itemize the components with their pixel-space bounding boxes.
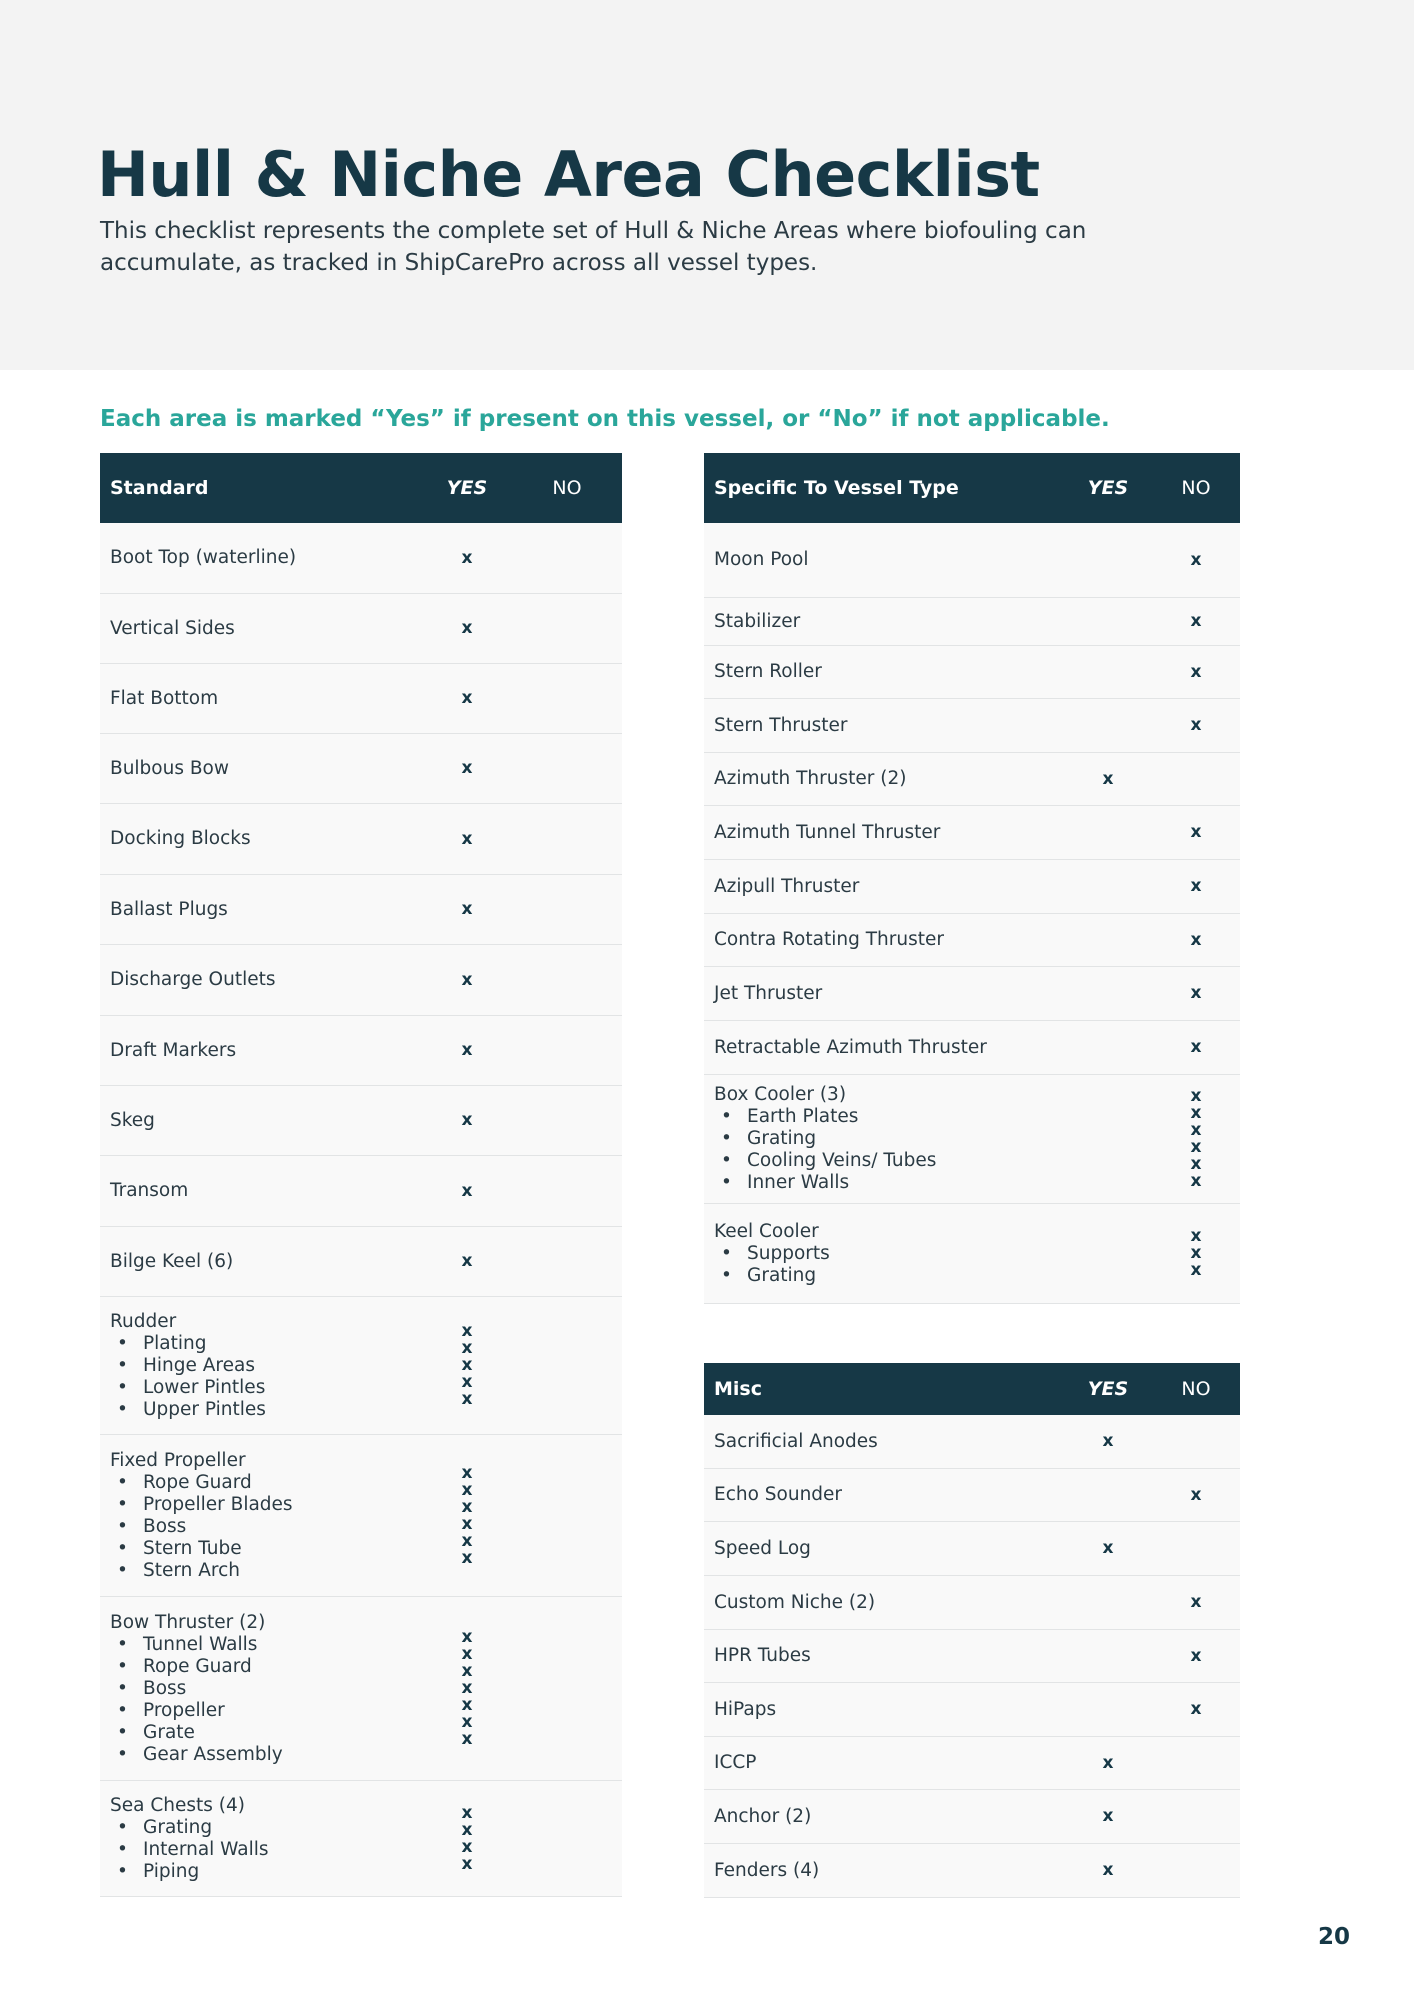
no-mark: x <box>1190 1226 1202 1246</box>
table-heading: Standard <box>110 477 209 499</box>
table-row <box>100 1016 622 1086</box>
instruction-text: Each area is marked “Yes” if present on this vessel, or “No” if not applicable. <box>100 406 1110 432</box>
sub-area-item: • Propeller Blades <box>110 1494 422 1516</box>
yes-marks <box>422 1323 512 1408</box>
area-cell <box>100 1612 422 1766</box>
yes-mark: x <box>461 1513 473 1534</box>
no-mark: x <box>1190 1120 1202 1140</box>
area-name: Azimuth Thruster (2) <box>714 768 907 789</box>
sub-area-list <box>110 1333 422 1421</box>
no-mark: x <box>1190 1699 1202 1719</box>
table-row <box>100 1086 622 1156</box>
area-cell <box>704 1484 1064 1506</box>
no-mark: x <box>1190 715 1202 735</box>
no-mark: x <box>1190 929 1202 950</box>
yes-mark: x <box>461 1462 473 1483</box>
sub-area-list <box>110 1817 422 1883</box>
area-cell <box>704 876 1064 898</box>
area-cell <box>100 1180 422 1202</box>
table-row <box>704 1204 1240 1304</box>
no-marks <box>1152 613 1240 630</box>
no-mark: x <box>1190 1484 1202 1505</box>
table-row <box>100 875 622 945</box>
yes-marks <box>422 969 512 990</box>
table-row <box>704 1790 1240 1844</box>
yes-mark: x <box>461 1853 473 1874</box>
area-name: Echo Sounder <box>714 1484 843 1505</box>
table-heading: Specific To Vessel Type <box>714 477 959 499</box>
area-name: Sacrificial Anodes <box>714 1430 878 1452</box>
table-row <box>100 1297 622 1435</box>
no-marks <box>1152 1594 1240 1611</box>
table-row <box>704 1522 1240 1576</box>
yes-mark: x <box>1102 1806 1114 1826</box>
yes-mark: x <box>1102 768 1114 789</box>
area-name: Custom Niche (2) <box>714 1591 876 1613</box>
yes-marks <box>422 1462 512 1568</box>
standard-table <box>100 453 622 1897</box>
yes-marks <box>1064 1433 1152 1450</box>
yes-marks <box>422 547 512 568</box>
table-row <box>100 1435 622 1597</box>
sub-area-item: • Internal Walls <box>110 1839 422 1861</box>
area-cell <box>704 1221 1064 1287</box>
sub-area-item: • Supports <box>714 1243 1064 1265</box>
table-row <box>100 523 622 594</box>
no-mark: x <box>1190 1103 1202 1123</box>
yes-mark: x <box>461 1678 473 1698</box>
area-name: Discharge Outlets <box>110 969 276 990</box>
yes-marks <box>422 901 512 918</box>
yes-mark: x <box>461 1644 473 1664</box>
yes-marks <box>422 1802 512 1874</box>
table-row <box>704 523 1240 598</box>
area-name: Flat Bottom <box>110 687 219 709</box>
area-name: Azipull Thruster <box>714 875 860 897</box>
table-heading: Misc <box>714 1378 762 1400</box>
yes-column-header: YES <box>1087 1378 1129 1400</box>
table-row <box>100 1227 622 1297</box>
no-marks <box>1152 549 1240 570</box>
yes-mark: x <box>461 1496 473 1517</box>
table-body <box>100 523 622 1897</box>
yes-mark: x <box>461 1338 473 1358</box>
table-row <box>704 1075 1240 1204</box>
area-name: HPR Tubes <box>714 1645 811 1666</box>
table-row <box>100 1156 622 1227</box>
table-row <box>704 1683 1240 1737</box>
no-mark: x <box>1190 822 1202 842</box>
table-row <box>704 967 1240 1021</box>
area-name: Vertical Sides <box>110 617 235 639</box>
table-header <box>704 453 1240 523</box>
area-name: Bilge Keel (6) <box>110 1250 234 1272</box>
sub-area-item: • Cooling Veins/ Tubes <box>714 1150 1064 1172</box>
area-cell <box>704 768 1064 790</box>
area-cell <box>704 822 1064 844</box>
area-cell <box>704 715 1064 737</box>
area-name: Sea Chests (4) <box>110 1794 245 1816</box>
area-cell <box>704 929 1064 951</box>
area-cell <box>704 983 1064 1005</box>
sub-area-list <box>714 1106 1064 1194</box>
area-name: Stern Roller <box>714 661 822 682</box>
yes-mark: x <box>461 1355 473 1375</box>
no-marks <box>1152 1088 1240 1190</box>
no-marks <box>1152 929 1240 950</box>
area-cell <box>100 1251 422 1273</box>
area-name: Speed Log <box>714 1537 811 1559</box>
yes-mark: x <box>461 1251 473 1271</box>
no-marks <box>1152 1701 1240 1718</box>
yes-mark: x <box>461 1110 473 1130</box>
table-row <box>704 699 1240 753</box>
table-row <box>100 664 622 734</box>
no-mark: x <box>1190 1645 1202 1666</box>
table-row <box>100 734 622 804</box>
area-cell <box>100 618 422 640</box>
area-cell <box>704 1431 1064 1453</box>
yes-marks <box>422 1112 512 1129</box>
area-cell <box>100 547 422 569</box>
area-cell <box>100 1450 422 1582</box>
yes-mark: x <box>461 1836 473 1857</box>
table-row <box>704 914 1240 967</box>
yes-mark: x <box>1102 1538 1114 1558</box>
yes-marks <box>422 828 512 849</box>
no-mark: x <box>1190 1137 1202 1157</box>
sub-area-item: • Rope Guard <box>110 1472 422 1494</box>
no-mark: x <box>1190 1260 1202 1280</box>
sub-area-item: • Gear Assembly <box>110 1744 422 1766</box>
yes-mark: x <box>461 1321 473 1341</box>
table-row <box>704 1469 1240 1522</box>
yes-marks <box>1064 1752 1152 1773</box>
area-cell <box>100 1040 422 1062</box>
area-cell <box>704 661 1064 683</box>
table-row <box>704 1630 1240 1683</box>
yes-mark: x <box>461 969 473 990</box>
sub-area-item: • Stern Arch <box>110 1560 422 1582</box>
table-row <box>704 598 1240 646</box>
table-row <box>100 945 622 1016</box>
sub-area-item: • Rope Guard <box>110 1656 422 1678</box>
yes-mark: x <box>461 1819 473 1840</box>
area-cell <box>704 1645 1064 1667</box>
yes-mark: x <box>461 688 473 708</box>
yes-mark: x <box>461 1372 473 1392</box>
area-cell <box>100 969 422 991</box>
table-body <box>704 1415 1240 1898</box>
area-name: Azimuth Tunnel Thruster <box>714 821 941 843</box>
sub-area-item: • Grate <box>110 1722 422 1744</box>
area-name: Rudder <box>110 1310 177 1332</box>
sub-area-item: • Piping <box>110 1861 422 1883</box>
yes-column-header: YES <box>1087 477 1129 499</box>
sub-area-item: • Lower Pintles <box>110 1377 422 1399</box>
sub-area-item: • Stern Tube <box>110 1538 422 1560</box>
table-row <box>704 646 1240 699</box>
area-cell <box>100 1795 422 1883</box>
table-row <box>704 1737 1240 1790</box>
sub-area-list <box>110 1634 422 1766</box>
area-name: Stern Thruster <box>714 714 848 736</box>
yes-mark: x <box>461 1661 473 1681</box>
sub-area-item: • Grating <box>110 1817 422 1839</box>
yes-mark: x <box>461 899 473 919</box>
no-marks <box>1152 985 1240 1002</box>
area-name: Retractable Azimuth Thruster <box>714 1036 987 1058</box>
page-title: Hull & Niche Area Checklist <box>97 138 1040 211</box>
yes-marks <box>422 1180 512 1201</box>
no-marks <box>1152 1228 1240 1279</box>
sub-area-item: • Tunnel Walls <box>110 1634 422 1656</box>
area-name: Transom <box>110 1180 189 1201</box>
no-marks <box>1152 661 1240 682</box>
area-name: Ballast Plugs <box>110 898 228 920</box>
page-number: 20 <box>1318 1924 1351 1950</box>
no-mark: x <box>1190 1243 1202 1263</box>
sub-area-item: • Boss <box>110 1678 422 1700</box>
area-name: Jet Thruster <box>714 982 823 1004</box>
table-row <box>704 860 1240 914</box>
area-cell <box>704 1592 1064 1614</box>
table-row <box>100 804 622 875</box>
area-cell <box>704 549 1064 571</box>
yes-mark: x <box>461 618 473 638</box>
yes-mark: x <box>461 1802 473 1823</box>
table-row <box>100 1597 622 1781</box>
area-cell <box>704 611 1064 633</box>
table-row <box>704 1021 1240 1075</box>
area-name: Bulbous Bow <box>110 757 230 779</box>
yes-mark: x <box>1102 1752 1114 1773</box>
no-marks <box>1152 878 1240 895</box>
yes-marks <box>422 1042 512 1059</box>
sub-area-item: • Propeller <box>110 1700 422 1722</box>
area-cell <box>704 1752 1064 1774</box>
table-body <box>704 523 1240 1304</box>
no-mark: x <box>1190 1154 1202 1174</box>
sub-area-list <box>714 1243 1064 1287</box>
area-cell <box>100 828 422 850</box>
area-cell <box>100 1110 422 1132</box>
area-cell <box>100 899 422 921</box>
area-name: Skeg <box>110 1109 155 1131</box>
yes-mark: x <box>461 1712 473 1732</box>
no-column-header: NO <box>1181 477 1211 499</box>
no-mark: x <box>1190 983 1202 1003</box>
table-row <box>100 594 622 664</box>
yes-mark: x <box>461 1180 473 1201</box>
sub-area-item: • Inner Walls <box>714 1172 1064 1194</box>
area-name: Draft Markers <box>110 1039 237 1061</box>
yes-marks <box>422 1629 512 1748</box>
area-name: HiPaps <box>714 1698 777 1720</box>
yes-marks <box>422 690 512 707</box>
area-name: Stabilizer <box>714 610 801 632</box>
no-mark: x <box>1190 1037 1202 1057</box>
table-row <box>704 753 1240 806</box>
table-header <box>100 453 622 523</box>
yes-mark: x <box>461 547 473 568</box>
area-cell <box>100 688 422 710</box>
area-cell <box>704 1037 1064 1059</box>
sub-area-item: • Upper Pintles <box>110 1399 422 1421</box>
yes-marks <box>422 1253 512 1270</box>
area-name: Docking Blocks <box>110 828 251 849</box>
sub-area-item: • Boss <box>110 1516 422 1538</box>
no-marks <box>1152 824 1240 841</box>
yes-marks <box>1064 1808 1152 1825</box>
sub-area-item: • Grating <box>714 1265 1064 1287</box>
area-cell <box>100 1311 422 1421</box>
table-row <box>100 1781 622 1897</box>
area-cell <box>704 1806 1064 1828</box>
sub-area-item: • Grating <box>714 1128 1064 1150</box>
no-marks <box>1152 1039 1240 1056</box>
table-row <box>704 806 1240 860</box>
yes-mark: x <box>461 1479 473 1500</box>
sub-area-item: • Hinge Areas <box>110 1355 422 1377</box>
sub-area-list <box>110 1472 422 1582</box>
table-row <box>704 1415 1240 1469</box>
yes-mark: x <box>461 1729 473 1749</box>
yes-mark: x <box>461 1389 473 1409</box>
no-mark: x <box>1190 549 1202 570</box>
area-name: Fenders (4) <box>714 1859 820 1881</box>
yes-marks <box>1064 768 1152 789</box>
misc-table <box>704 1363 1240 1898</box>
sub-area-item: • Plating <box>110 1333 422 1355</box>
table-row <box>704 1576 1240 1630</box>
page-subtitle: This checklist represents the complete set of Hull & Niche Areas where biofouling can accumulate, as tracked in ShipCarePro across all vessel types. <box>100 218 1087 276</box>
area-name: Moon Pool <box>714 549 809 570</box>
area-cell <box>704 1538 1064 1560</box>
area-cell <box>704 1860 1064 1882</box>
sub-area-item: • Earth Plates <box>714 1106 1064 1128</box>
no-marks <box>1152 1484 1240 1505</box>
table-header <box>704 1363 1240 1415</box>
yes-mark: x <box>461 1695 473 1715</box>
yes-mark: x <box>461 1530 473 1551</box>
vessel-specific-table <box>704 453 1240 1304</box>
yes-mark: x <box>1102 1860 1114 1880</box>
area-name: Anchor (2) <box>714 1805 812 1827</box>
no-column-header: NO <box>552 477 582 499</box>
yes-marks <box>422 620 512 637</box>
yes-mark: x <box>461 828 473 849</box>
area-name: Bow Thruster (2) <box>110 1611 266 1633</box>
yes-mark: x <box>461 1627 473 1647</box>
no-mark: x <box>1190 611 1202 631</box>
table-row <box>704 1844 1240 1898</box>
area-name: Box Cooler (3) <box>714 1084 847 1105</box>
no-mark: x <box>1190 1086 1202 1106</box>
no-mark: x <box>1190 661 1202 682</box>
no-marks <box>1152 1645 1240 1666</box>
area-name: Boot Top (waterline) <box>110 547 297 568</box>
area-cell <box>704 1084 1064 1194</box>
yes-mark: x <box>461 758 473 778</box>
yes-marks <box>1064 1862 1152 1879</box>
area-name: Contra Rotating Thruster <box>714 929 944 950</box>
area-cell <box>704 1699 1064 1721</box>
yes-column-header: YES <box>446 477 488 499</box>
area-cell <box>100 758 422 780</box>
yes-mark: x <box>1102 1431 1114 1451</box>
yes-mark: x <box>461 1547 473 1568</box>
no-column-header: NO <box>1181 1378 1211 1400</box>
area-name: Keel Cooler <box>714 1220 819 1242</box>
yes-marks <box>1064 1540 1152 1557</box>
area-name: ICCP <box>714 1752 757 1773</box>
yes-marks <box>422 760 512 777</box>
no-mark: x <box>1190 876 1202 896</box>
no-marks <box>1152 717 1240 734</box>
no-mark: x <box>1190 1592 1202 1612</box>
yes-mark: x <box>461 1040 473 1060</box>
no-mark: x <box>1190 1171 1202 1191</box>
area-name: Fixed Propeller <box>110 1449 246 1471</box>
